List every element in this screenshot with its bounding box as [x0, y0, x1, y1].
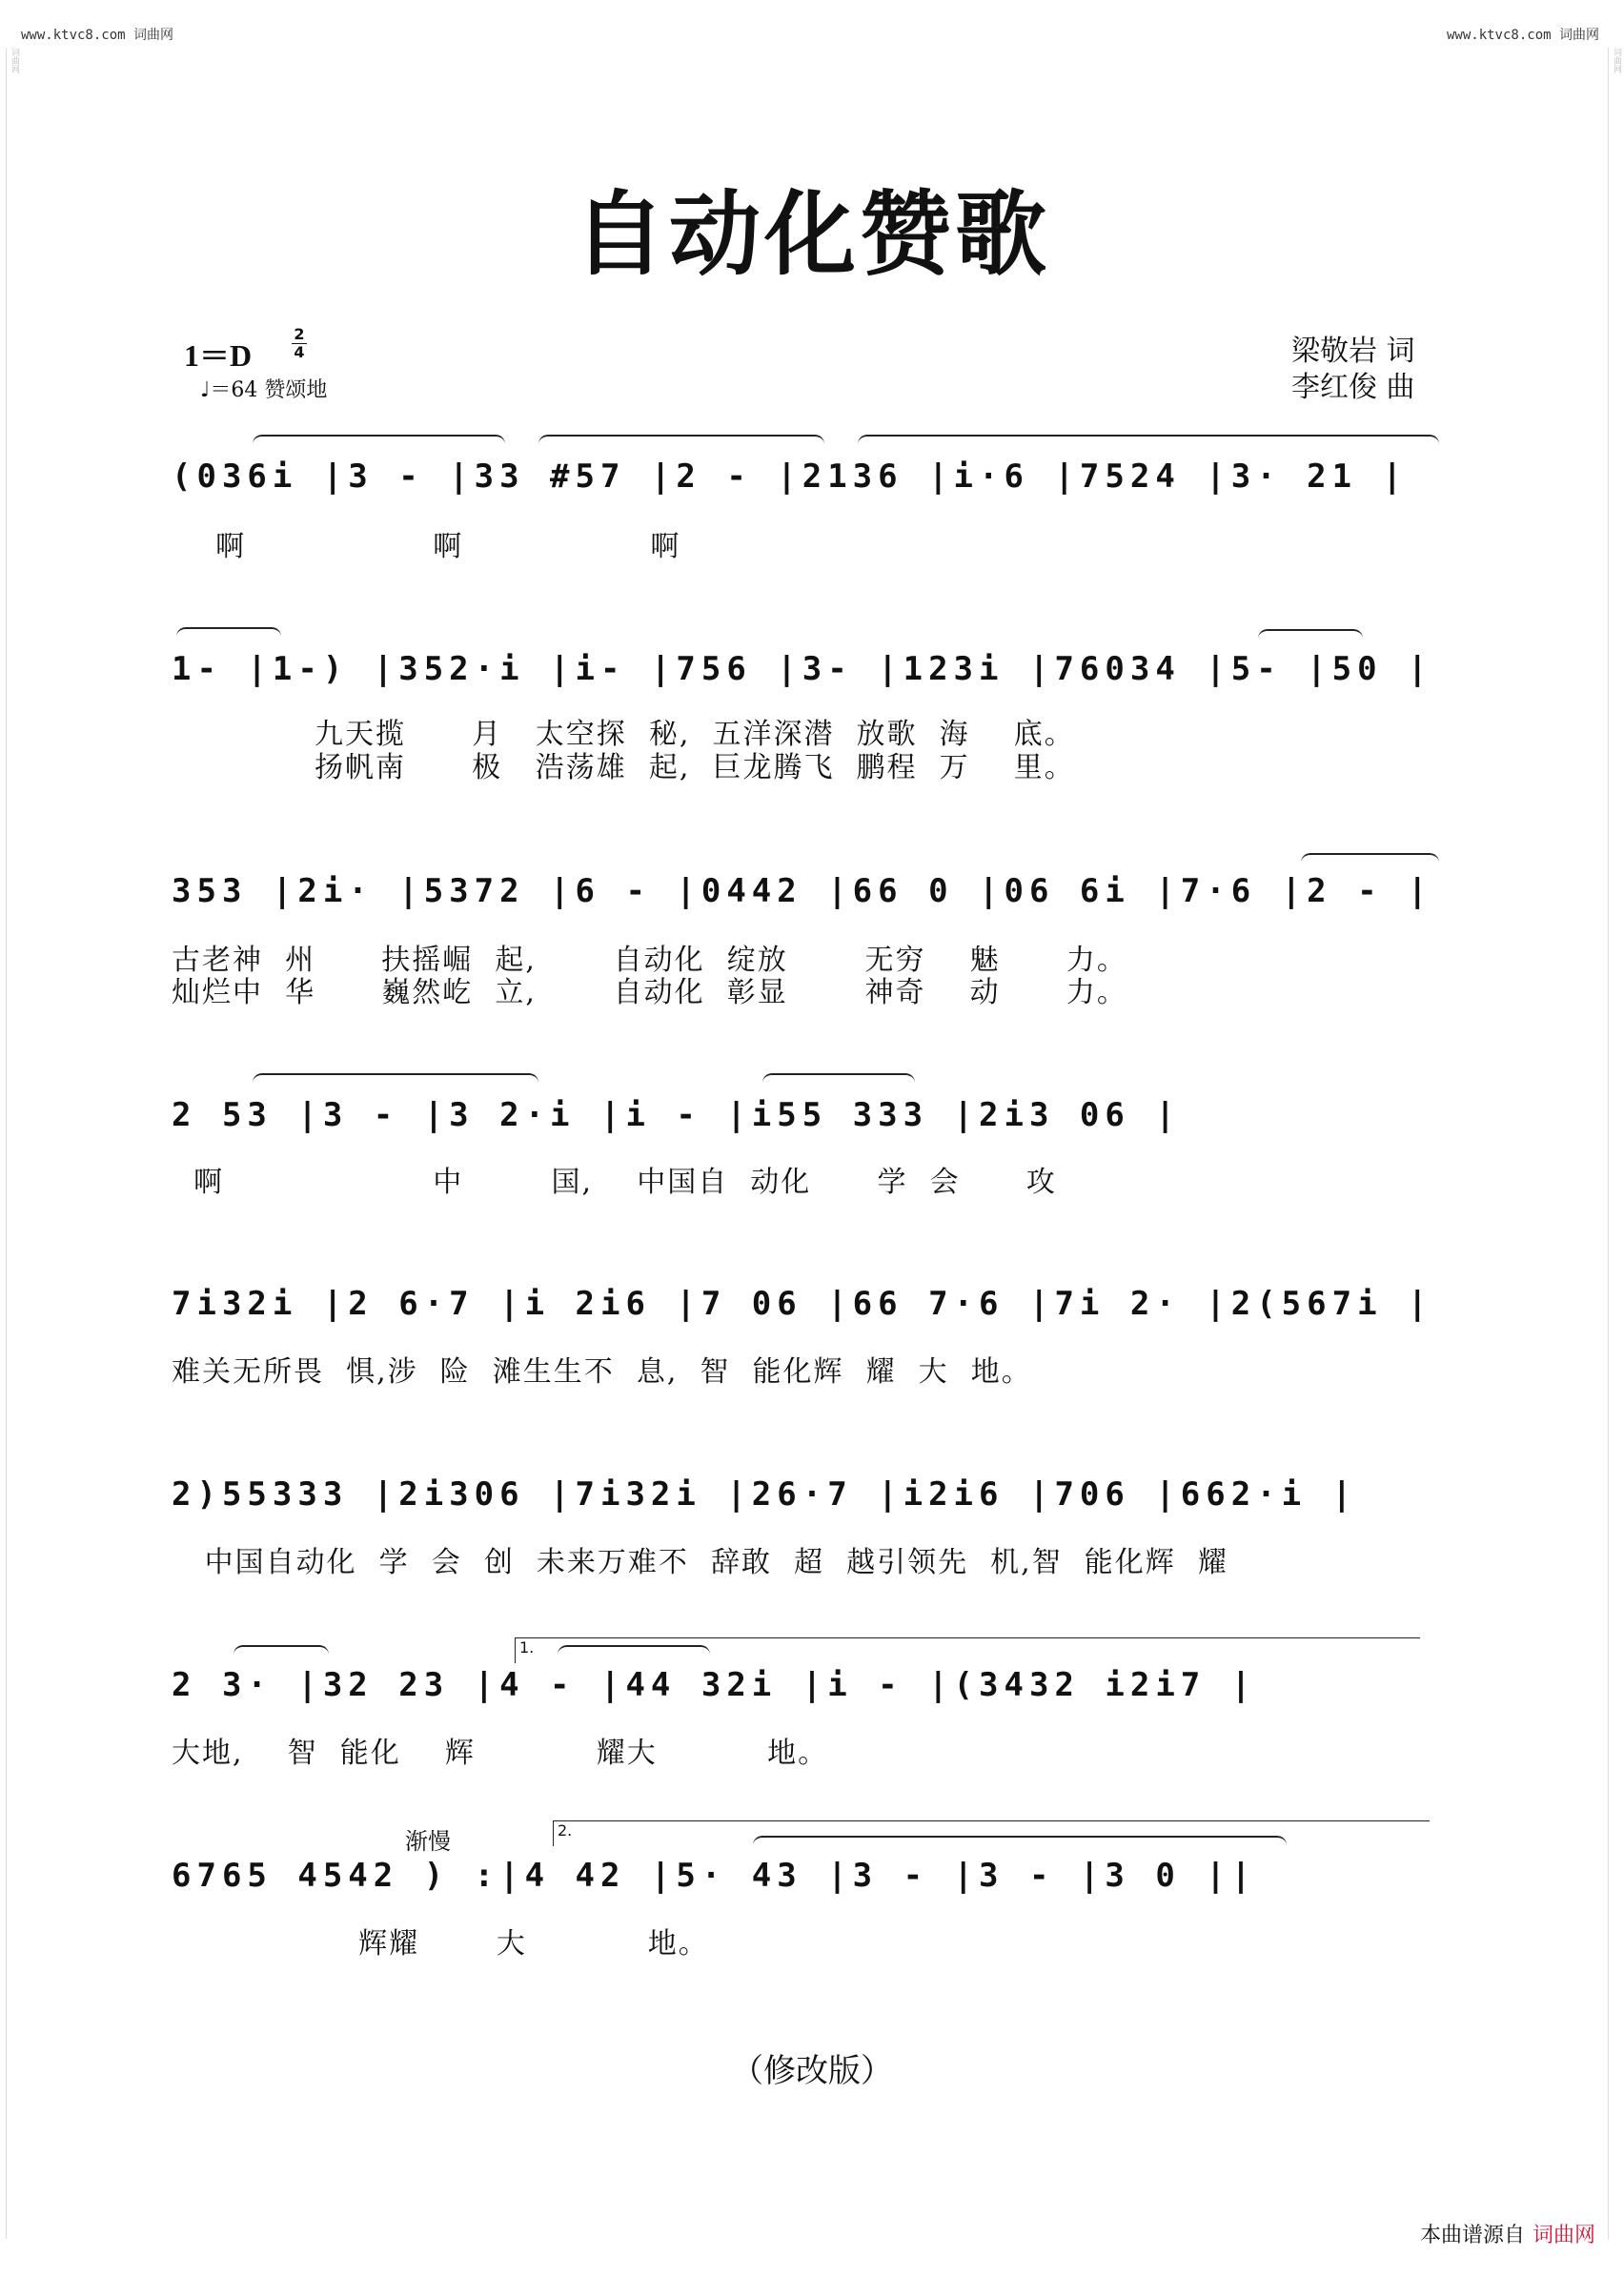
score-line-7: 2 3· |32 23 |4 - |44 32i |i - |(3432 i2i7 | — [172, 1666, 1257, 1704]
song-title: 自动化赞歌 — [574, 180, 1050, 288]
volta-second: 2. — [553, 1820, 1430, 1846]
credits — [1291, 334, 1415, 406]
lyricist: 梁敬岩 词 — [1291, 335, 1415, 368]
lyric-line-3a: 古老神 州 扶摇崛 起, 自动化 绽放 无穷 魅 力。 — [172, 944, 1127, 977]
composer: 李红俊 曲 — [1291, 371, 1415, 404]
lyric-line-7a: 大地, 智 能化 辉 耀大 地。 — [172, 1737, 829, 1770]
slur — [538, 435, 824, 444]
lyric-line-4a: 啊 中 国, 中国自 动化 学 会 攻 — [172, 1166, 1057, 1199]
source-label: 本曲谱源自 — [1419, 2224, 1525, 2247]
slur — [176, 627, 281, 637]
score-line-3: 353 |2i· |5372 |6 - |0442 |66 0 |06 6i |7·6 |2 - | — [172, 872, 1433, 910]
sidebar-right — [1608, 48, 1620, 2239]
score-line-6: 2)55333 |2i306 |7i32i |26·7 |i2i6 |706 |662·i | — [172, 1475, 1358, 1514]
edition-label: （修改版） — [731, 2052, 893, 2090]
lyric-line-8a: 辉耀 大 地。 — [172, 1927, 709, 1961]
brand-link[interactable]: 词曲网 — [1532, 2224, 1595, 2247]
lyric-line-6a: 中国自动化 学 会 创 未来万难不 辞敢 超 越引领先 机,智 能化辉 耀 — [172, 1546, 1228, 1579]
slur — [1301, 853, 1439, 863]
sidebar-right-text: 词曲网 — [1612, 48, 1621, 73]
ritardando-marking: 渐慢 — [405, 1828, 451, 1855]
slur — [253, 1073, 538, 1083]
slur — [1258, 629, 1363, 639]
score-line-8: 6765 4542 ) :|4 42 |5· 43 |3 - |3 - |3 0 || — [172, 1857, 1257, 1895]
slur — [762, 1073, 915, 1083]
score-line-4: 2 53 |3 - |3 2·i |i - |i55 333 |2i3 06 | — [172, 1096, 1181, 1134]
volta-first: 1. — [515, 1637, 1420, 1663]
score-line-5: 7i32i |2 6·7 |i 2i6 |7 06 |66 7·6 |7i 2· |2(567i | — [172, 1285, 1433, 1323]
sidebar-left-text: 词曲网 — [10, 48, 19, 73]
lyric-line-2a: 九天揽 月 太空探 秘, 五洋深潜 放歌 海 底。 — [172, 718, 1075, 751]
key-signature: 1＝D — [184, 338, 253, 373]
slur — [858, 435, 1439, 444]
time-signature — [292, 326, 307, 361]
watermark-left: www.ktvc8.com 词曲网 — [21, 28, 174, 43]
source-footer — [1420, 2219, 1595, 2248]
watermark-right: www.ktvc8.com 词曲网 — [1446, 28, 1599, 43]
sidebar-left — [6, 48, 18, 2239]
lyric-line-5a: 难关无所畏 惧,涉 险 滩生生不 息, 智 能化辉 耀 大 地。 — [172, 1355, 1032, 1389]
tempo-marking: ♩＝64 赞颂地 — [200, 378, 328, 402]
lyric-line-1a: 啊 啊 啊 — [172, 530, 681, 563]
slur — [233, 1645, 329, 1655]
score-line-1: (036i |3 - |33 #57 |2 - |2136 |i·6 |7524 |3· 21 | — [172, 457, 1409, 496]
slur — [253, 435, 505, 444]
meter-top: 2 — [294, 325, 305, 343]
score-line-2: 1- |1-) |352·i |i- |756 |3- |123i |76034 |5- |50 | — [172, 650, 1433, 688]
meter-bottom: 4 — [292, 343, 307, 361]
lyric-line-2b: 扬帆南 极 浩荡雄 起, 巨龙腾飞 鹏程 万 里。 — [172, 751, 1075, 784]
lyric-line-3b: 灿烂中 华 巍然屹 立, 自动化 彰显 神奇 动 力。 — [172, 976, 1127, 1009]
